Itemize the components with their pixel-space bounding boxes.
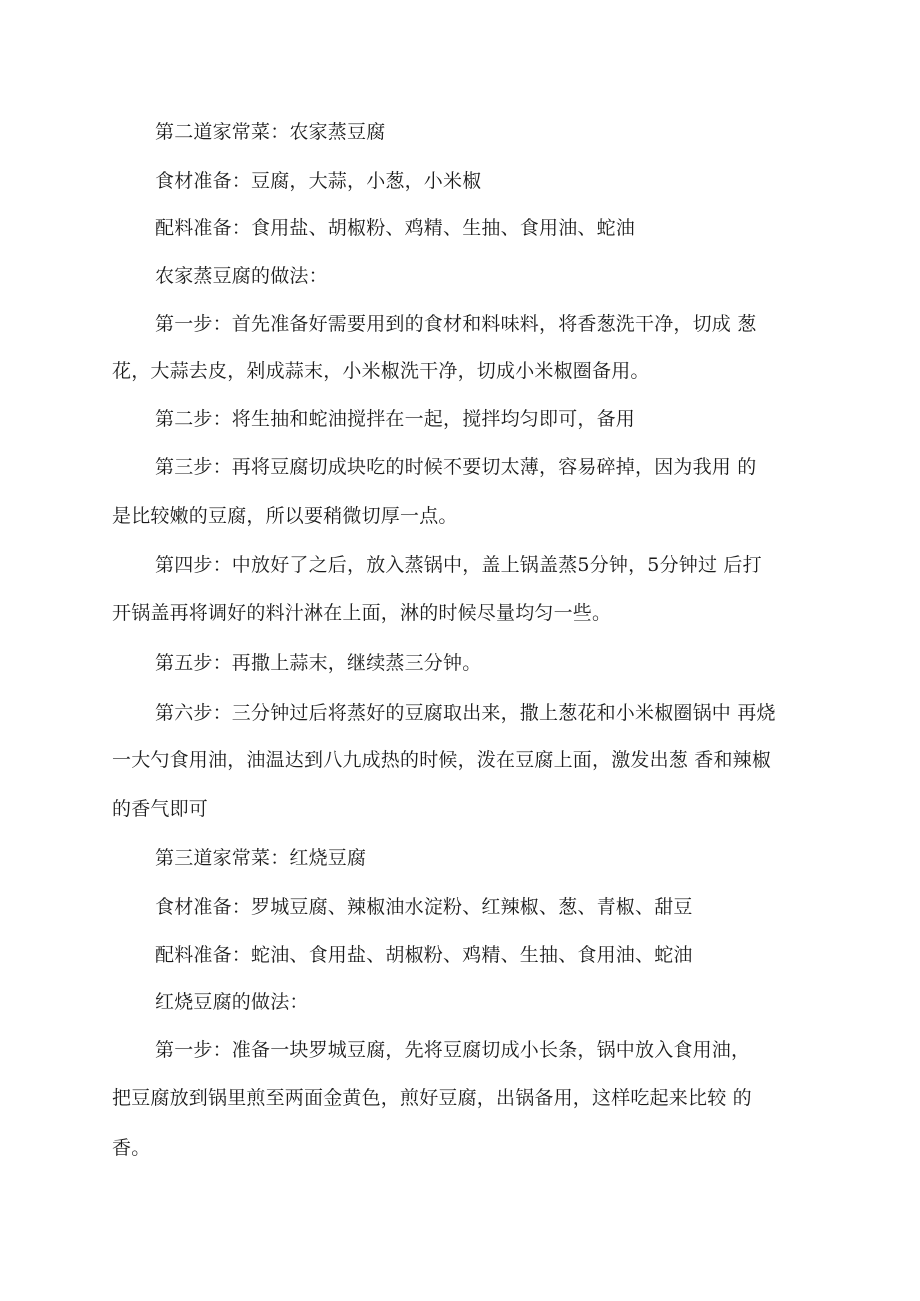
dish-3-title: 第三道家常菜：红烧豆腐 (155, 847, 367, 869)
dish-3-step-1-cont-2: 香。 (112, 1137, 151, 1159)
dish-2-step-4-cont: 开锅盖再将调好的料汁淋在上面，淋的时候尽量均匀一些。 (112, 602, 612, 624)
dish-2-step-3: 第三步：再将豆腐切成块吃的时候不要切太薄，容易碎掉，因为我用 的 (155, 456, 757, 478)
dish-2-step-1: 第一步：首先准备好需要用到的食材和料味料，将香葱洗干净，切成 葱 (155, 313, 757, 335)
dish-2-step-2: 第二步：将生抽和蛇油搅拌在一起，搅拌均匀即可，备用 (155, 408, 636, 430)
dish-2-step-6: 第六步：三分钟过后将蒸好的豆腐取出来，撒上葱花和小米椒圈锅中 再烧 (155, 702, 776, 724)
dish-2-ingredients: 食材准备：豆腐，大蒜，小葱，小米椒 (155, 170, 482, 192)
dish-2-seasonings: 配料准备：食用盐、胡椒粉、鸡精、生抽、食用油、蛇油 (155, 217, 636, 239)
dish-3-step-1: 第一步：准备一块罗城豆腐，先将豆腐切成小长条，锅中放入食用油， (155, 1039, 751, 1061)
dish-3-seasonings: 配料准备：蛇油、食用盐、胡椒粉、鸡精、生抽、食用油、蛇油 (155, 944, 693, 966)
dish-2-step-6-cont: 一大勺食用油，油温达到八九成热的时候，泼在豆腐上面，激发出葱 香和辣椒 (112, 749, 772, 771)
dish-3-method-heading: 红烧豆腐的做法： (155, 991, 309, 1013)
dish-2-title: 第二道家常菜：农家蒸豆腐 (155, 121, 386, 143)
dish-2-step-3-cont: 是比较嫩的豆腐，所以要稍微切厚一点。 (112, 505, 458, 527)
dish-2-step-6-cont-2: 的香气即可 (112, 798, 209, 820)
dish-2-method-heading: 农家蒸豆腐的做法： (155, 265, 328, 287)
dish-2-step-5: 第五步：再撒上蒜末，继续蒸三分钟。 (155, 652, 482, 674)
dish-3-step-1-cont: 把豆腐放到锅里煎至两面金黄色，煎好豆腐，出锅备用，这样吃起来比较 的 (112, 1087, 752, 1109)
dish-2-step-4: 第四步：中放好了之后，放入蒸锅中，盖上锅盖蒸5分钟，5分钟过 后打 (155, 554, 762, 576)
dish-2-step-1-cont: 花，大蒜去皮，剁成蒜末，小米椒洗干净，切成小米椒圈备用。 (112, 360, 650, 382)
dish-3-ingredients: 食材准备：罗城豆腐、辣椒油水淀粉、红辣椒、葱、青椒、甜豆 (155, 896, 693, 918)
